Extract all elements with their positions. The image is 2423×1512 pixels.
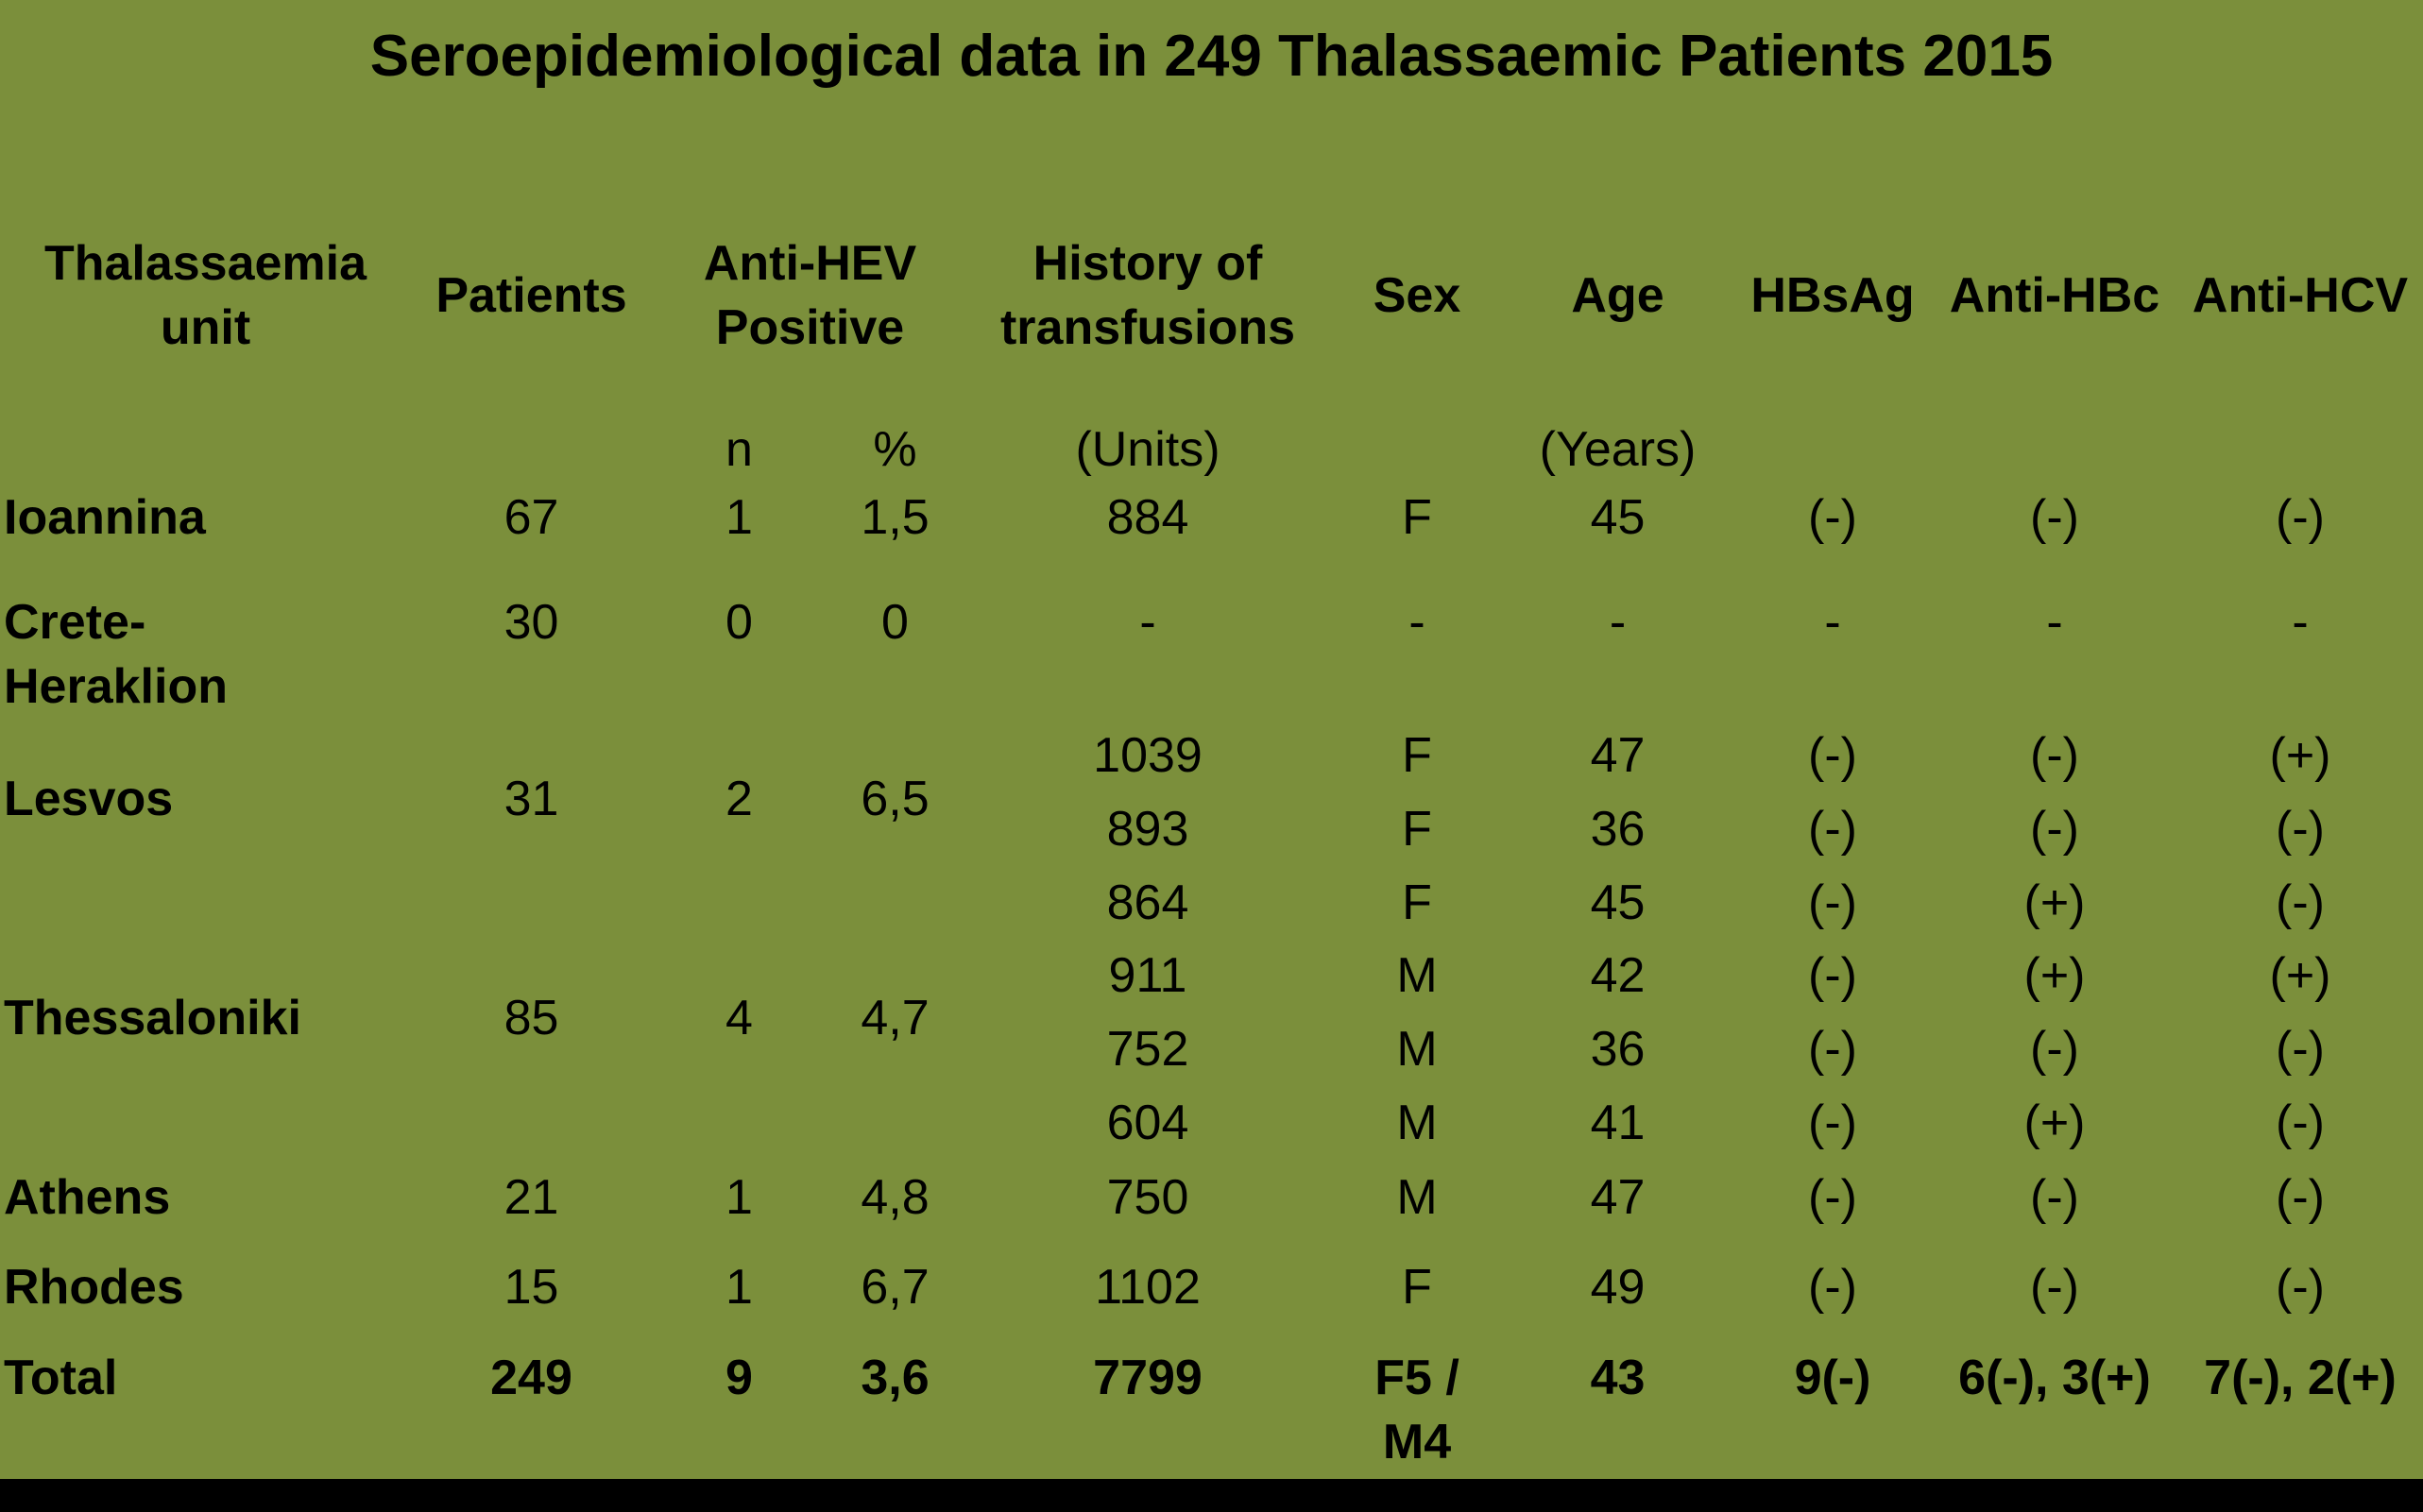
- unit-name: Ioannina: [4, 490, 206, 545]
- case-antihbc: (+): [2023, 948, 2086, 1003]
- case-sex: F: [1402, 490, 1432, 545]
- unit-patients: 21: [503, 1170, 559, 1225]
- case-history: -: [1139, 595, 1156, 650]
- case-age: 41: [1590, 1096, 1646, 1150]
- case-antihbc: (-): [2030, 1170, 2079, 1225]
- case-age: 42: [1590, 948, 1646, 1003]
- case-hbsag: (-): [1808, 875, 1857, 930]
- case-sex: M: [1396, 1170, 1438, 1225]
- case-antihcv: (-): [2276, 802, 2325, 857]
- case-antihcv: (-): [2276, 1022, 2325, 1077]
- subheader-units: (Units): [1075, 422, 1220, 477]
- case-age: 45: [1590, 875, 1646, 930]
- case-age: 47: [1590, 728, 1646, 783]
- unit-n: 2: [725, 772, 753, 826]
- case-antihcv: (-): [2276, 875, 2325, 930]
- case-antihbc: (-): [2030, 1022, 2079, 1077]
- case-antihbc: (-): [2030, 490, 2079, 545]
- case-sex: M: [1396, 948, 1438, 1003]
- case-antihbc: (-): [2030, 802, 2079, 857]
- unit-n: 0: [725, 595, 753, 650]
- case-hbsag: (-): [1808, 1170, 1857, 1225]
- case-sex: F: [1402, 875, 1432, 930]
- case-antihbc: (+): [2023, 875, 2086, 930]
- case-sex: M: [1396, 1022, 1438, 1077]
- total-antihcv: 7(-), 2(+): [2204, 1351, 2397, 1405]
- case-antihcv: (-): [2276, 1260, 2325, 1315]
- unit-name: Athens: [4, 1170, 171, 1225]
- case-history: 884: [1106, 490, 1189, 545]
- case-age: 47: [1590, 1170, 1646, 1225]
- case-hbsag: (-): [1808, 728, 1857, 783]
- case-age: 36: [1590, 802, 1646, 857]
- header-hbsag: HBsAg: [1750, 268, 1915, 323]
- header-age: Age: [1571, 268, 1664, 323]
- case-sex: F: [1402, 802, 1432, 857]
- unit-name: Rhodes: [4, 1260, 184, 1315]
- case-hbsag: (-): [1808, 802, 1857, 857]
- header-patients: Patients: [435, 268, 627, 323]
- case-history: 1102: [1095, 1260, 1201, 1315]
- case-history: 1039: [1093, 728, 1203, 783]
- subheader-years: (Years): [1539, 422, 1697, 477]
- case-hbsag: (-): [1808, 1096, 1857, 1150]
- unit-pct: 0: [881, 595, 909, 650]
- subheader-pct: %: [873, 422, 917, 477]
- unit-name: Thessaloniki: [4, 991, 301, 1045]
- case-antihbc: (-): [2030, 1260, 2079, 1315]
- unit-name: Lesvos: [4, 772, 174, 826]
- header-antihbc: Anti-HBc: [1949, 268, 2160, 323]
- case-hbsag: -: [1824, 595, 1841, 650]
- header-antihcv: Anti-HCV: [2192, 268, 2409, 323]
- case-antihbc: -: [2046, 595, 2063, 650]
- case-antihcv: (+): [2269, 948, 2331, 1003]
- case-antihcv: -: [2292, 595, 2309, 650]
- unit-pct: 4,7: [861, 991, 930, 1045]
- total-age: 43: [1590, 1351, 1646, 1405]
- case-sex: F: [1402, 728, 1432, 783]
- case-antihbc: (-): [2030, 728, 2079, 783]
- unit-patients: 31: [503, 772, 559, 826]
- case-age: 45: [1590, 490, 1646, 545]
- unit-n: 1: [725, 1260, 753, 1315]
- case-history: 911: [1108, 948, 1187, 1003]
- unit-name: Crete-Heraklion: [4, 595, 228, 714]
- unit-pct: 6,7: [861, 1260, 930, 1315]
- case-history: 864: [1106, 875, 1189, 930]
- table-title: Seroepidemiological data in 249 Thalassaemic Patients 2015: [369, 24, 2054, 89]
- case-antihcv: (-): [2276, 1170, 2325, 1225]
- total-history: 7799: [1093, 1351, 1203, 1405]
- unit-n: 1: [725, 490, 753, 545]
- unit-n: 4: [725, 991, 753, 1045]
- unit-patients: 15: [503, 1260, 559, 1315]
- unit-pct: 4,8: [861, 1170, 930, 1225]
- case-antihcv: (-): [2276, 490, 2325, 545]
- case-sex: F: [1402, 1260, 1432, 1315]
- total-pct: 3,6: [861, 1351, 930, 1405]
- case-age: -: [1609, 595, 1627, 650]
- unit-patients: 30: [503, 595, 559, 650]
- unit-pct: 1,5: [861, 490, 930, 545]
- header-history: History of transfusions: [999, 236, 1296, 355]
- total-patients: 249: [490, 1351, 572, 1405]
- unit-pct: 6,5: [861, 772, 930, 826]
- header-unit: Thalassaemia unit: [43, 236, 367, 355]
- header-sex: Sex: [1373, 268, 1461, 323]
- header-antihev: Anti-HEV Positive: [703, 236, 917, 355]
- subheader-n: n: [725, 422, 753, 477]
- case-history: 752: [1106, 1022, 1189, 1077]
- case-hbsag: (-): [1808, 1022, 1857, 1077]
- total-antihbc: 6(-), 3(+): [1958, 1351, 2151, 1405]
- case-sex: -: [1408, 595, 1425, 650]
- case-antihbc: (+): [2023, 1096, 2086, 1150]
- case-age: 36: [1590, 1022, 1646, 1077]
- case-history: 893: [1106, 802, 1189, 857]
- case-sex: M: [1396, 1096, 1438, 1150]
- total-sex: F5 / M4: [1374, 1351, 1459, 1470]
- case-hbsag: (-): [1808, 490, 1857, 545]
- case-antihcv: (+): [2269, 728, 2331, 783]
- case-antihcv: (-): [2276, 1096, 2325, 1150]
- case-history: 604: [1106, 1096, 1189, 1150]
- case-hbsag: (-): [1808, 948, 1857, 1003]
- case-hbsag: (-): [1808, 1260, 1857, 1315]
- case-history: 750: [1106, 1170, 1189, 1225]
- case-age: 49: [1590, 1260, 1646, 1315]
- unit-patients: 85: [503, 991, 559, 1045]
- total-hbsag: 9(-): [1794, 1351, 1871, 1405]
- unit-n: 1: [725, 1170, 753, 1225]
- total-n: 9: [725, 1351, 753, 1405]
- total-label: Total: [4, 1351, 118, 1405]
- unit-patients: 67: [503, 490, 559, 545]
